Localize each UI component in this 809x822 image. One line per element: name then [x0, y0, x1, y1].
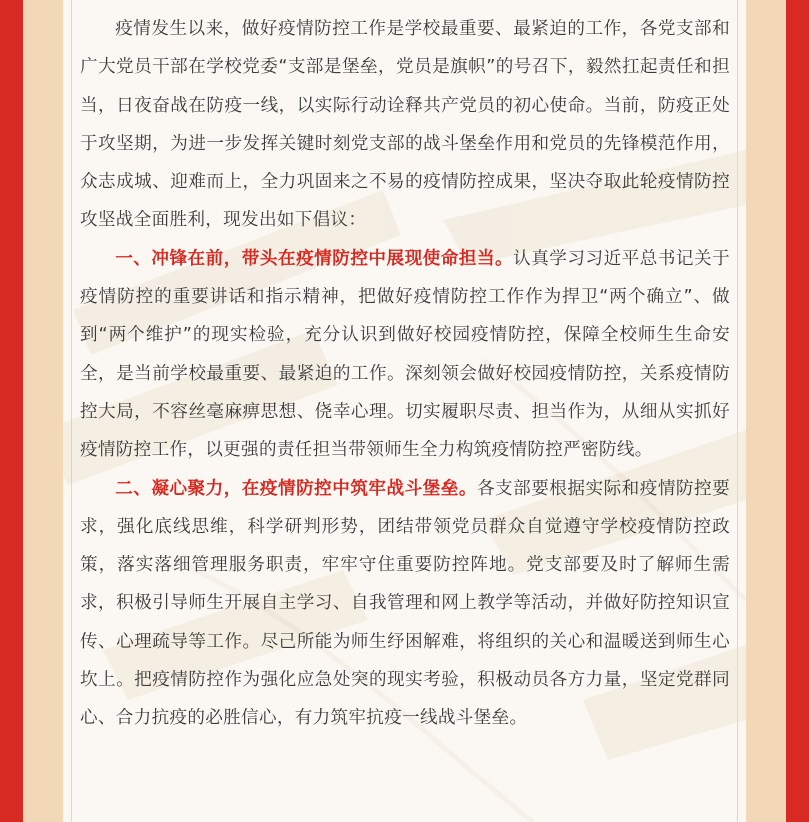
section-1-body: 认真学习习近平总书记关于疫情防控的重要讲话和指示精神，把做好疫情防控工作作为捍卫“两个确立”、做到“两个维护”的现实检验，充分认识到做好校园疫情防控，保障全校师生生命安全，是当前学校最重要、最紧迫的工作。深刻领会做好校园疫情防控，关系疫情防控大局，不容丝毫麻痹思想、侥幸心理。切实履职尽责、担当作为，从细从实抓好疫情防控工作，以更强的责任担当带领师生全力构筑疫情防控严密防线。	[80, 248, 730, 461]
section-2-heading: 二、凝心聚力，在疫情防控中筑牢战斗堡垒。	[115, 478, 477, 499]
section-2-paragraph	[80, 470, 730, 738]
document-paper	[63, 0, 746, 822]
right-red-border	[786, 0, 809, 822]
intro-paragraph: 疫情发生以来，做好疫情防控工作是学校最重要、最紧迫的工作，各党支部和广大党员干部在学校党委“支部是堡垒，党员是旗帜”的号召下，毅然扛起责任和担当，日夜奋战在防疫一线，以实际行动诠释共产党员的初心使命。当前，防疫正处于攻坚期，为进一步发挥关键时刻党支部的战斗堡垒作用和党员的先锋模范作用，众志成城、迎难而上，全力巩固来之不易的疫情防控成果，坚决夺取此轮疫情防控攻坚战全面胜利，现发出如下倡议：	[80, 19, 730, 231]
section-1-paragraph	[80, 240, 730, 470]
document-body	[80, 10, 730, 738]
left-tan-border	[23, 0, 63, 822]
section-2-body: 各支部要根据实际和疫情防控要求，强化底线思维，科学研判形势，团结带领党员群众自觉遵守学校疫情防控政策，落实落细管理服务职责，牢牢守住重要防控阵地。党支部要及时了解师生需求，积极引导师生开展自主学习、自我管理和网上教学等活动，并做好防控知识宣传、心理疏导等工作。尽己所能为师生纾困解难，将组织的关心和温暖送到师生心坎上。把疫情防控作为强化应急处突的现实考验，积极动员各方力量，坚定党群同心、合力抗疫的必胜信心，有力筑牢抗疫一线战斗堡垒。	[80, 478, 730, 729]
section-1-heading: 一、冲锋在前，带头在疫情防控中展现使命担当。	[115, 248, 514, 269]
right-tan-border	[746, 0, 786, 822]
left-red-border	[0, 0, 23, 822]
